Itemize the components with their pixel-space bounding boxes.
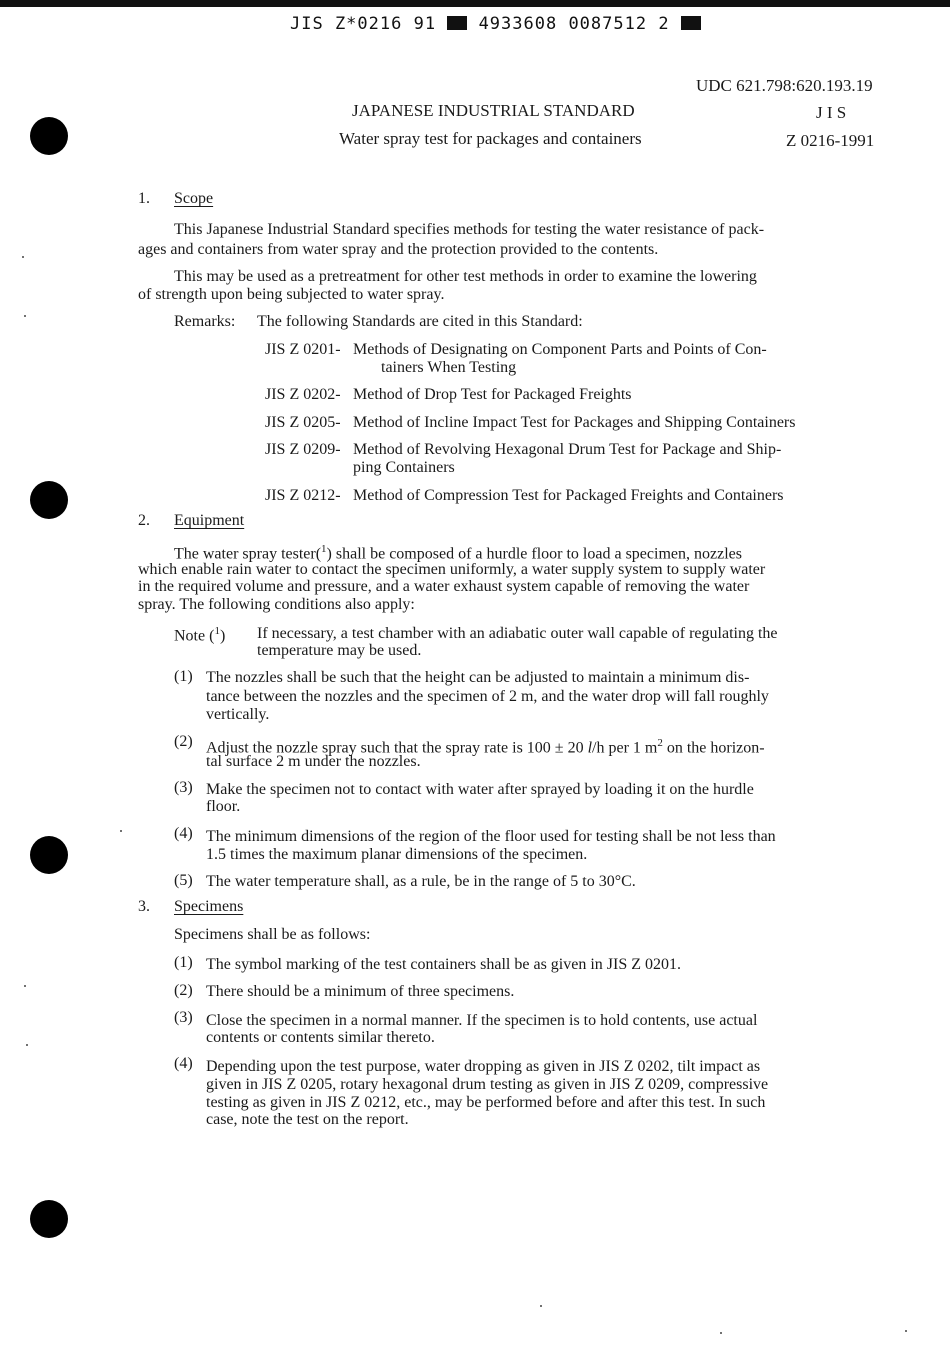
udc-code: UDC 621.798:620.193.19 — [696, 76, 873, 95]
scope-paragraph-1-line-1: This Japanese Industrial Standard specifies methods for testing the water resistance of pack- — [174, 221, 765, 238]
specimens-item-4-line-2: given in JIS Z 0205, rotary hexagonal drum testing as given in JIS Z 0209, compressive — [206, 1076, 769, 1093]
citation-title: Method of Drop Test for Packaged Freights — [353, 386, 632, 403]
equipment-line-1: The water spray tester($^1$) shall be composed of a hurdle floor to load a specimen, nozzles — [174, 543, 742, 563]
equipment-item-2-line-1: Adjust the nozzle spray such that the spray rate is 100 ± 20 l/h per 1 $m^2$ on the horizon- — [206, 737, 765, 757]
punch-hole — [30, 481, 68, 519]
section-heading-scope: Scope — [174, 190, 214, 207]
equipment-item-5-line-1: The water temperature shall, as a rule, be in the range of 5 to 30°C. — [206, 873, 636, 890]
document-title: Water spray test for packages and containers — [339, 129, 642, 148]
list-item-number: (4) — [174, 1055, 193, 1072]
citation-code: JIS Z 0212- — [265, 487, 341, 504]
scan-top-border — [0, 0, 950, 7]
citation-title-cont: ping Containers — [353, 459, 455, 476]
note-label: Note ($^1$) — [174, 625, 226, 645]
citation-title: Method of Compression Test for Packaged Freights and Containers — [353, 487, 784, 504]
section-number: 3. — [138, 898, 150, 915]
equipment-item-3-line-1: Make the specimen not to contact with water after sprayed by loading it on the hurdle — [206, 781, 754, 798]
scan-speck — [720, 1332, 722, 1334]
citation-title: Methods of Designating on Component Parts and Points of Con- — [353, 341, 767, 358]
section-heading-specimens: Specimens — [174, 898, 244, 915]
citation-code: JIS Z 0209- — [265, 441, 341, 458]
equipment-item-1-line-3: vertically. — [206, 706, 270, 723]
scan-speck — [120, 830, 122, 832]
barcode-block-icon — [447, 16, 467, 30]
document-control-code — [290, 14, 701, 34]
citation-code: JIS Z 0202- — [265, 386, 341, 403]
section-number: 2. — [138, 512, 150, 529]
note-line-1: If necessary, a test chamber with an adiabatic outer wall capable of regulating the — [257, 625, 778, 642]
equipment-item-2-line-2: tal surface 2 m under the nozzles. — [206, 753, 421, 770]
punch-hole — [30, 117, 68, 155]
equipment-item-1-line-1: The nozzles shall be such that the height can be adjusted to maintain a minimum dis- — [206, 669, 750, 686]
list-item-number: (3) — [174, 779, 193, 796]
list-item-number: (2) — [174, 982, 193, 999]
equipment-item-4-line-2: 1.5 times the maximum planar dimensions of the specimen. — [206, 846, 588, 863]
specimens-item-2: There should be a minimum of three specimens. — [206, 983, 515, 1000]
specimens-item-1: The symbol marking of the test containers shall be as given in JIS Z 0201. — [206, 956, 682, 973]
standard-type: JAPANESE INDUSTRIAL STANDARD — [352, 101, 635, 120]
control-code-part-2: 4933608 0087512 2 — [478, 14, 670, 34]
equipment-line-2: which enable rain water to contact the specimen uniformly, a water supply system to supply water — [138, 561, 766, 578]
citation-title: Method of Revolving Hexagonal Drum Test for Package and Ship- — [353, 441, 782, 458]
list-item-number: (4) — [174, 825, 193, 842]
specimens-item-4-line-3: testing as given in JIS Z 0212, etc., may be performed before and after this test. In such — [206, 1094, 766, 1111]
punch-hole — [30, 1200, 68, 1238]
equipment-item-1-line-2: tance between the nozzles and the specimen of 2 m, and the water drop will fall roughly — [206, 688, 769, 705]
remarks-text: The following Standards are cited in this Standard: — [257, 313, 583, 330]
scan-speck — [905, 1330, 907, 1332]
scope-paragraph-1-line-2: ages and containers from water spray and the protection provided to the contents. — [138, 241, 659, 258]
section-number: 1. — [138, 190, 150, 207]
equipment-item-4-line-1: The minimum dimensions of the region of the floor used for testing shall be not less than — [206, 828, 776, 845]
barcode-block-icon — [681, 16, 701, 30]
citation-title: Method of Incline Impact Test for Packages and Shipping Containers — [353, 414, 796, 431]
scan-speck — [24, 985, 26, 987]
jis-mark: J I S — [816, 103, 847, 122]
citation-title-cont: tainers When Testing — [381, 359, 517, 376]
list-item-number: (3) — [174, 1009, 193, 1026]
scan-speck — [540, 1305, 542, 1307]
punch-hole — [30, 836, 68, 874]
note-line-2: temperature may be used. — [257, 642, 422, 659]
scope-paragraph-2-line-2: of strength upon being subjected to water spray. — [138, 286, 445, 303]
control-code-part-1: JIS Z*0216 91 — [290, 14, 437, 34]
list-item-number: (5) — [174, 872, 193, 889]
equipment-item-3-line-2: floor. — [206, 798, 241, 815]
list-item-number: (1) — [174, 954, 193, 971]
specimens-item-3-line-1: Close the specimen in a normal manner. If the specimen is to hold contents, use actual — [206, 1012, 758, 1029]
scope-paragraph-2-line-1: This may be used as a pretreatment for other test methods in order to examine the lowering — [174, 268, 757, 285]
list-item-number: (2) — [174, 733, 193, 750]
section-heading-equipment: Equipment — [174, 512, 245, 529]
specimens-item-4-line-4: case, note the test on the report. — [206, 1111, 409, 1128]
equipment-line-3: in the required volume and pressure, and a water exhaust system capable of removing the water — [138, 578, 750, 595]
citation-code: JIS Z 0205- — [265, 414, 341, 431]
scan-speck — [22, 256, 24, 258]
scan-speck — [26, 1044, 28, 1046]
list-item-number: (1) — [174, 668, 193, 685]
specimens-item-3-line-2: contents or contents similar thereto. — [206, 1029, 435, 1046]
scan-speck — [24, 315, 26, 317]
citation-code: JIS Z 0201- — [265, 341, 341, 358]
remarks-label: Remarks: — [174, 313, 236, 330]
standard-number: Z 0216-1991 — [786, 131, 875, 150]
specimens-intro: Specimens shall be as follows: — [174, 926, 371, 943]
equipment-line-4: spray. The following conditions also apply: — [138, 596, 415, 613]
specimens-item-4-line-1: Depending upon the test purpose, water dropping as given in JIS Z 0202, tilt impact as — [206, 1058, 761, 1075]
